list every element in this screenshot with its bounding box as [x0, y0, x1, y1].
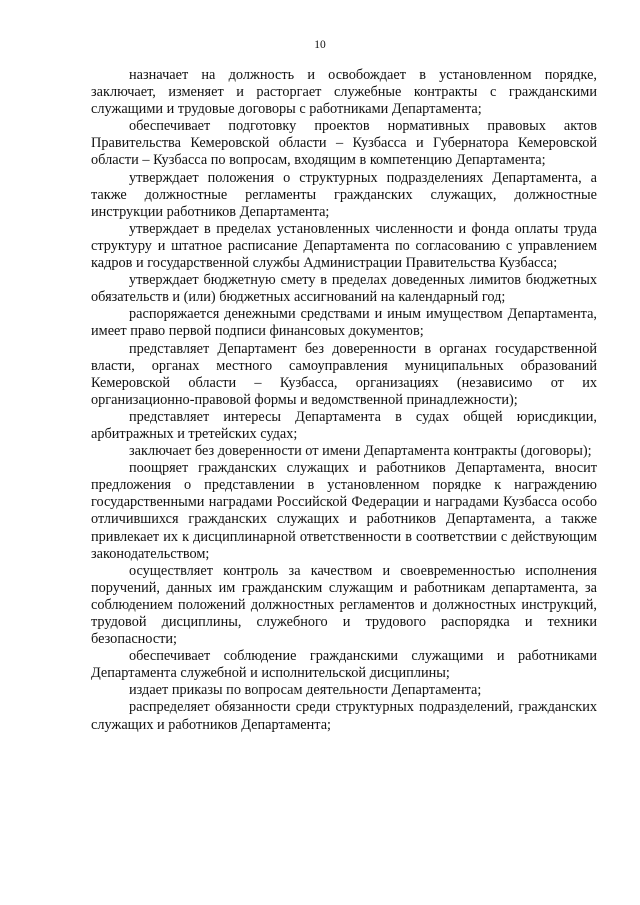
- paragraph-regulations: утверждает положения о структурных подразделениях Департамента, а также должностные регламенты гражданских служащих, должностные инструкции работников Департамента;: [91, 169, 597, 220]
- paragraph-structure: утверждает в пределах установленных численности и фонда оплаты труда структуру и штатное расписание Департамента по согласованию с управлением кадров и государственной службы Администрации Правительства Кузбасса;: [91, 220, 597, 272]
- paragraph-representation: представляет Департамент без доверенности в органах государственной власти, органах местного самоуправления муниципальных образований Кемеровской области – Кузбасса, организациях (независимо от их организационно-правовой формы и ведомственной принадлежности);: [91, 340, 597, 408]
- paragraph-discipline: обеспечивает соблюдение гражданскими служащими и работниками Департамента служебной и исполнительской дисциплины;: [91, 648, 597, 682]
- paragraph-funds: распоряжается денежными средствами и иным имуществом Департамента, имеет право первой подписи финансовых документов;: [91, 306, 597, 340]
- page-number: 10: [314, 39, 326, 51]
- paragraph-awards: поощряет гражданских служащих и работников Департамента, вносит предложения о представлении в установленном порядке к награждению государственными наградами Российской Федерации и наградами Кузбасса особо отличившихся гражданских служащих и работников Департамента, а также привлекает их к дисциплинарной ответственности в соответствии с действующим законодательством;: [91, 460, 597, 562]
- paragraph-budget: утверждает бюджетную смету в пределах доведенных лимитов бюджетных обязательств и (или) бюджетных ассигнований на календарный год;: [91, 272, 597, 306]
- paragraph-contracts: заключает без доверенности от имени Департамента контракты (договоры);: [129, 443, 592, 460]
- paragraph-orders: издает приказы по вопросам деятельности Департамента;: [129, 682, 482, 699]
- paragraph-legal-acts: обеспечивает подготовку проектов нормативных правовых актов Правительства Кемеровской области – Кузбасса и Губернатора Кемеровской области – Кузбасса по вопросам, входящим в компетенцию Департамента;: [91, 118, 597, 169]
- paragraph-duties: распределяет обязанности среди структурных подразделений, гражданских служащих и работников Департамента;: [91, 699, 597, 733]
- document-body: [91, 67, 597, 734]
- paragraph-appointment: назначает на должность и освобождает в установленном порядке, заключает, изменяет и расторгает служебные контракты с гражданскими служащими и трудовые договоры с работниками Департамента;: [91, 67, 597, 118]
- paragraph-control: осуществляет контроль за качеством и своевременностью исполнения поручений, данных им гражданским служащим и работникам департамента, за соблюдением положений должностных регламентов и должностных инструкций, трудовой дисциплины, служебного и трудового распорядка и техники безопасности;: [91, 562, 597, 648]
- paragraph-courts: представляет интересы Департамента в судах общей юрисдикции, арбитражных и третейских судах;: [91, 408, 597, 442]
